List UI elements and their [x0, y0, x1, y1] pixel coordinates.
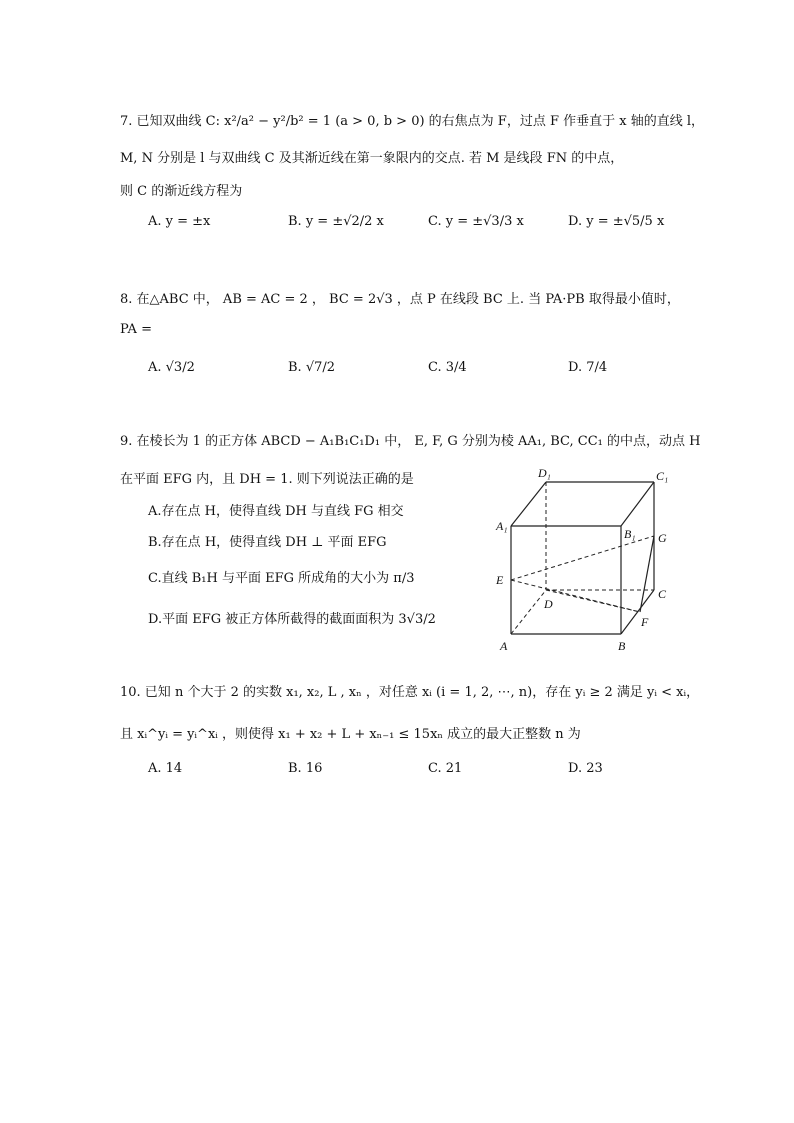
q10-option-b: B. 16 [288, 761, 323, 776]
q8-line2: PA = [120, 322, 152, 337]
q10-line1: 10. 已知 n 个大于 2 的实数 x₁, x₂, L , xₙ ，对任意 xᵢ (i = 1, 2, ⋯, n)，存在 yᵢ ≥ 2 满足 yᵢ < xᵢ， [120, 685, 700, 700]
segment-g-f [640, 536, 654, 612]
q10-option-c: C. 21 [428, 761, 463, 776]
hidden-segment-d-f [546, 590, 640, 612]
q7-option-c: C. y = ±√3/3 x [428, 214, 524, 229]
q7-line1: 7. 已知双曲线 C: x²/a² − y²/b² = 1 (a > 0, b > 0) 的右焦点为 F，过点 F 作垂直于 x 轴的直线 l， [120, 114, 704, 129]
q9-line1: 9. 在棱长为 1 的正方体 ABCD − A₁B₁C₁D₁ 中， E, F, G 分别为棱 AA₁, BC, CC₁ 的中点，动点 H [120, 434, 701, 449]
hidden-segment-e-g [511, 536, 654, 580]
q10-line2: 且 xᵢ^yᵢ = yᵢ^xᵢ ，则使得 x₁ + x₂ + L + xₙ₋₁ ≤ 15xₙ 成立的最大正整数 n 为 [120, 727, 581, 742]
q8-option-a: A. √3/2 [148, 360, 195, 375]
q7-line3: 则 C 的渐近线方程为 [120, 184, 243, 199]
label-c: C [658, 587, 667, 601]
label-b1: B₁ [624, 527, 636, 541]
label-g: G [658, 531, 667, 545]
label-b: B [618, 639, 626, 653]
q9-line2: 在平面 EFG 内，且 DH = 1. 则下列说法正确的是 [120, 472, 414, 487]
hidden-edge-a-d [511, 590, 546, 634]
cube-figure [490, 462, 690, 660]
label-e: E [496, 573, 504, 587]
q10-option-d: D. 23 [568, 761, 603, 776]
label-c1: C₁ [656, 469, 669, 483]
q7-line2: M, N 分别是 l 与双曲线 C 及其渐近线在第一象限内的交点. 若 M 是线段 FN 的中点， [120, 151, 624, 166]
q8-option-b: B. √7/2 [288, 360, 336, 375]
q9-option-d: D.平面 EFG 被正方体所截得的截面面积为 3√3/2 [148, 612, 436, 627]
q8-option-d: D. 7/4 [568, 360, 608, 375]
q9-option-c: C.直线 B₁H 与平面 EFG 所成角的大小为 π/3 [148, 571, 415, 586]
label-f: F [641, 615, 649, 629]
label-a1: A₁ [496, 519, 508, 533]
q7-option-a: A. y = ±x [148, 214, 211, 229]
q8-line1: 8. 在△ABC 中， AB = AC = 2 ， BC = 2√3 ，点 P 在线段 BC 上. 当 PA·PB 取得最小值时， [120, 292, 680, 307]
label-d: D [544, 597, 553, 611]
q7-option-d: D. y = ±√5/5 x [568, 214, 665, 229]
edge-b1-c1 [621, 482, 654, 526]
label-d1: D₁ [538, 466, 551, 480]
edge-a1-d1 [511, 482, 546, 526]
edge-b-c [621, 590, 654, 634]
q9-option-b: B.存在点 H，使得直线 DH ⊥ 平面 EFG [148, 535, 387, 550]
label-a: A [500, 639, 508, 653]
q8-option-c: C. 3/4 [428, 360, 467, 375]
q7-option-b: B. y = ±√2/2 x [288, 214, 384, 229]
q9-option-a: A.存在点 H，使得直线 DH 与直线 FG 相交 [148, 504, 404, 519]
q10-option-a: A. 14 [148, 761, 183, 776]
